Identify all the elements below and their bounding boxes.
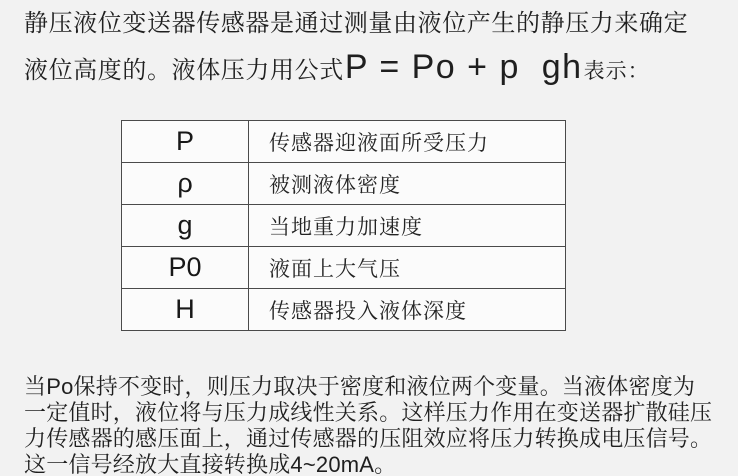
- symbol-cell: P0: [122, 247, 249, 289]
- body-line: 一定值时，液位将与压力成线性关系。这样压力作用在变送器扩散硅压: [24, 400, 713, 425]
- table-row: [122, 289, 566, 331]
- body-line: 当Po保持不变时，则压力取决于密度和液位两个变量。当液体密度为: [24, 374, 696, 399]
- intro-line-2-prefix: 液位高度的。液体压力用公式: [24, 57, 344, 84]
- intro-line-1: 静压液位变送器传感器是通过测量由液位产生的静压力来确定: [24, 10, 689, 37]
- symbol-cell: ρ: [122, 163, 249, 205]
- pressure-formula: P = Po + p gh: [344, 48, 583, 86]
- table-row: [122, 247, 566, 289]
- table-row: [122, 121, 566, 163]
- intro-line-2-suffix: 表示：: [583, 60, 650, 83]
- intro-paragraph: [24, 6, 724, 87]
- body-paragraph: [24, 374, 734, 476]
- description-cell: 传感器投入液体深度: [249, 289, 566, 331]
- symbol-definition-table: [121, 120, 566, 331]
- table-row: [122, 163, 566, 205]
- symbol-cell: P: [122, 121, 249, 163]
- intro-line-2: [24, 48, 724, 87]
- description-cell: 液面上大气压: [249, 247, 566, 289]
- body-line: 力传感器的感压面上，通过传感器的压阻效应将压力转换成电压信号。: [24, 426, 713, 451]
- description-cell: 被测液体密度: [249, 163, 566, 205]
- body-line: 这一信号经放大直接转换成4~20mA。: [24, 452, 397, 476]
- symbol-cell: H: [122, 289, 249, 331]
- table-row: [122, 205, 566, 247]
- description-cell: 传感器迎液面所受压力: [249, 121, 566, 163]
- description-cell: 当地重力加速度: [249, 205, 566, 247]
- symbol-cell: g: [122, 205, 249, 247]
